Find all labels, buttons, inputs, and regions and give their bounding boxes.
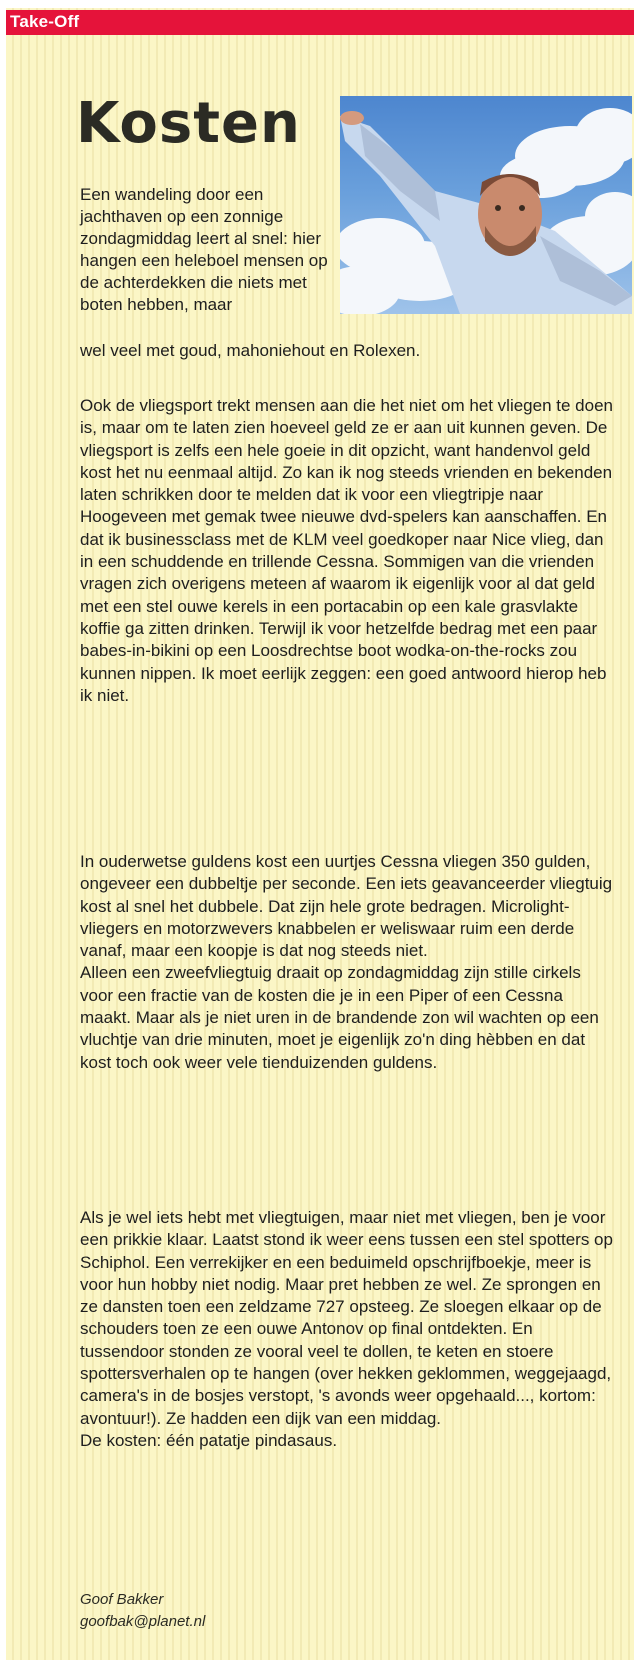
article-paragraph: Ook de vliegsport trekt mensen aan die het niet om het vliegen te doen is, maar om te laten zien hoeveel geld ze er aan uit kunnen geven. De vliegsport is zelfs een hele goeie in dit opzicht, want handenvol geld kost het nu eenmaal altijd. Zo kan ik nog steeds vrienden en bekenden laten schrikken door te melden dat ik voor een vliegtripje naar Hoogeveen met gemak twee nieuwe dvd-spelers kan aanschaffen. En dat ik businessclass met de KLM veel goedkoper naar Nice vlieg, dan in een schuddende en trillende Cessna. Sommigen van die vrienden vragen zich overigens meteen af waarom ik eigenlijk voor al dat geld met een stel ouwe kerels in een portacabin op een kale grasvlakte koffie ga zitten drinken. Terwijl ik voor hetzelfde bedrag met een paar babes-in-bikini op een Loosdrechtse boot wodka-on-the-rocks zou kunnen nippen. Ik moet eerlijk zeggen: een goed antwoord hierop heb ik niet. [80,396,613,705]
article-photo [340,96,632,314]
author-email: goofbak@planet.nl [80,1613,206,1630]
section-label: Take-Off [10,12,80,31]
intro-text-continued: wel veel met goud, mahoniehout en Rolexen. [80,341,421,360]
article-paragraph: Als je wel iets hebt met vliegtuigen, maar niet met vliegen, ben je voor een prikkie klaar. Laatst stond ik weer eens tussen een stel spotters op Schiphol. Een verrekijker en een beduimeld opschrijfboekje, meer is voor hun hobby niet nodig. Maar pret hebben ze wel. Ze sprongen en ze dansten toen een zeldzame 727 opsteeg. Ze sloegen elkaar op de schouders toen ze een ouwe Antonov op final ontdekten. En tussendoor stonden ze vooral veel te dollen, te keten en stoere spottersverhalen op te hangen (over hekken geklommen, weggejaagd, camera's in de bosjes verstopt, 's avonds weer opgehaald..., kortom: avontuur!). Ze hadden een dijk van een middag. De kosten: één patatje pindasaus. [80,1208,613,1450]
article-title: Kosten [76,91,301,156]
intro-text: Een wandeling door een jachthaven op een zonnige zondagmiddag leert al snel: hier hangen een heleboel mensen op de achterdekken die niets met boten hebben, maar [80,185,328,314]
magazine-page [6,8,634,1660]
section-bar [6,10,634,35]
article-paragraph: In ouderwetse guldens kost een uurtjes Cessna vliegen 350 gulden, ongeveer een dubbeltje per seconde. Een iets geavanceerder vliegtuig kost al snel het dubbele. Dat zijn hele grote bedragen. Microlight-vliegers en motorzwevers knabbelen er weliswaar ruim een derde vanaf, maar een koopje is dat nog steeds niet. Alleen een zweefvliegtuig draait op zondagmiddag zijn stille cirkels voor een fractie van de kosten die je in een Piper of een Cessna maakt. Maar als je niet uren in de brandende zon wil wachten op een vluchtje van drie minuten, moet je eigenlijk zo'n ding hèbben en dat kost toch ook weer vele tienduizenden guldens. [80,852,613,1072]
author-name: Goof Bakker [80,1591,164,1608]
